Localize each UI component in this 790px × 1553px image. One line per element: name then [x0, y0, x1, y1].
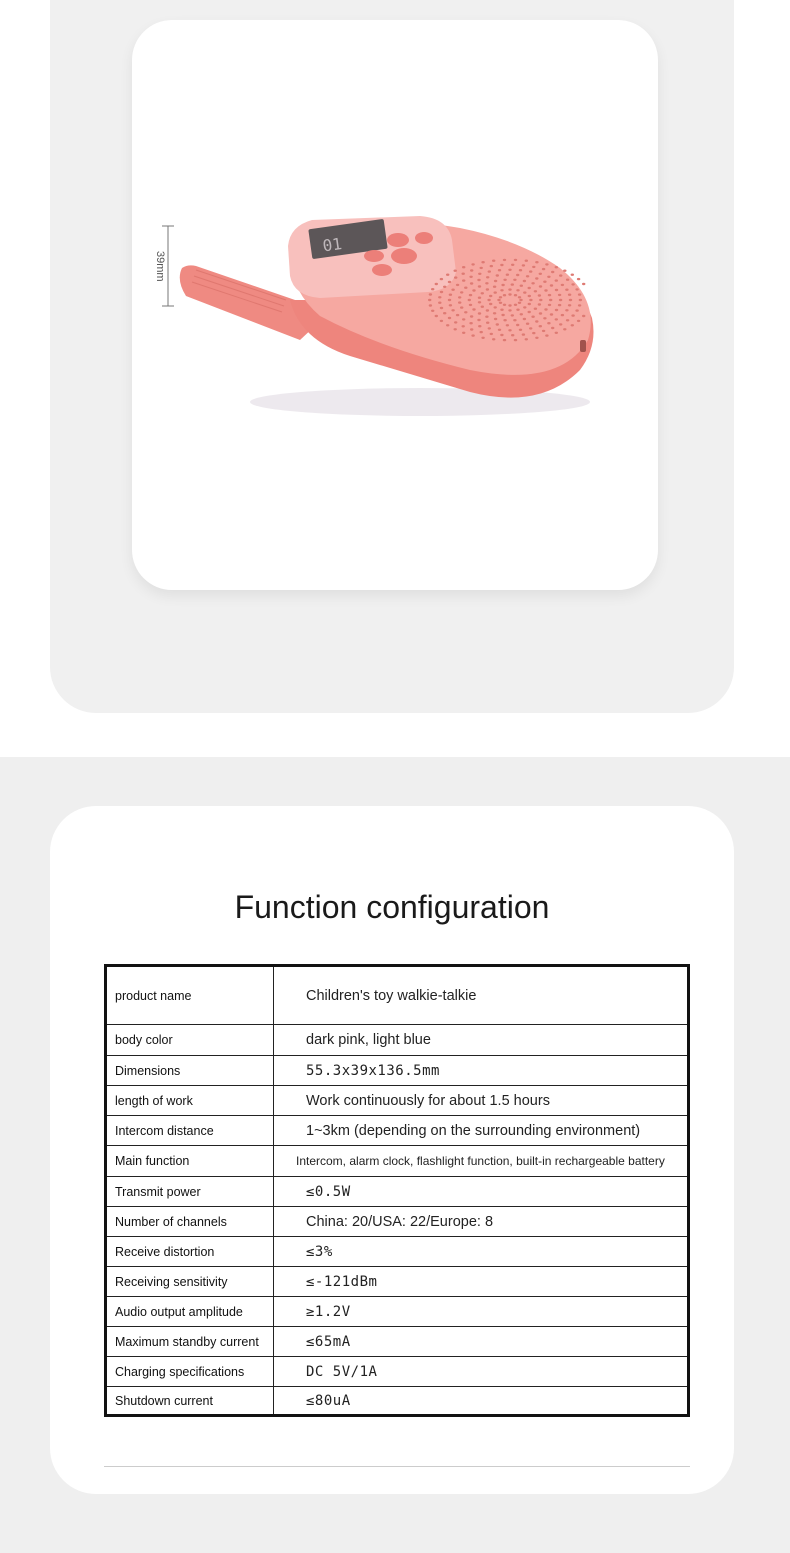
- speaker-hole: [575, 288, 578, 290]
- speaker-hole: [492, 260, 495, 262]
- speaker-hole: [469, 322, 472, 324]
- speaker-hole: [508, 293, 511, 295]
- speaker-hole: [582, 283, 585, 285]
- speaker-hole: [534, 290, 537, 292]
- speaker-hole: [528, 295, 531, 297]
- speaker-hole: [485, 282, 488, 284]
- speaker-hole: [518, 302, 521, 304]
- speaker-hole: [548, 304, 551, 306]
- speaker-hole: [561, 314, 564, 316]
- row-label: Maximum standby current: [106, 1327, 274, 1357]
- speaker-hole: [478, 285, 481, 287]
- speaker-hole: [478, 301, 481, 303]
- speaker-hole: [501, 284, 504, 286]
- table-row: [106, 1297, 689, 1327]
- speaker-hole: [538, 294, 541, 296]
- speaker-hole: [429, 293, 432, 295]
- speaker-hole: [582, 315, 585, 317]
- speaker-hole: [526, 275, 529, 277]
- speaker-hole: [569, 299, 572, 301]
- table-row: [106, 1025, 689, 1056]
- speaker-hole: [488, 327, 491, 329]
- speaker-hole: [486, 288, 489, 290]
- speaker-hole: [481, 292, 484, 294]
- spec-table: [104, 964, 690, 1417]
- speaker-hole: [464, 311, 467, 313]
- speaker-hole: [531, 282, 534, 284]
- speaker-hole: [545, 334, 548, 336]
- speaker-hole: [454, 270, 457, 272]
- speaker-hole: [555, 332, 558, 334]
- speaker-hole: [454, 276, 457, 278]
- row-label: Charging specifications: [106, 1357, 274, 1387]
- speaker-hole: [508, 288, 511, 290]
- speaker-hole: [529, 327, 532, 329]
- row-value: ≤0.5W: [274, 1177, 689, 1207]
- spec-section: [0, 757, 790, 1553]
- speaker-hole: [503, 294, 506, 296]
- speaker-hole: [490, 333, 493, 335]
- speaker-hole: [550, 284, 553, 286]
- row-value: ≤-121dBm: [274, 1267, 689, 1297]
- speaker-hole: [469, 276, 472, 278]
- speaker-hole: [454, 328, 457, 330]
- speaker-hole: [551, 271, 554, 273]
- speaker-hole: [511, 314, 514, 316]
- row-value: dark pink, light blue: [274, 1025, 689, 1056]
- speaker-hole: [559, 274, 562, 276]
- speaker-hole: [514, 304, 517, 306]
- speaker-hole: [446, 324, 449, 326]
- speaker-hole: [487, 299, 490, 301]
- walkie-talkie-illustration: [0, 0, 790, 757]
- speaker-hole: [500, 334, 503, 336]
- speaker-hole: [558, 304, 561, 306]
- speaker-hole: [544, 289, 547, 291]
- speaker-hole: [523, 306, 526, 308]
- speaker-hole: [503, 259, 506, 261]
- speaker-hole: [535, 337, 538, 339]
- speaker-hole: [496, 323, 499, 325]
- speaker-hole: [458, 301, 461, 303]
- speaker-hole: [544, 308, 547, 310]
- speaker-hole: [494, 280, 497, 282]
- speaker-hole: [571, 274, 574, 276]
- speaker-hole: [431, 310, 434, 312]
- speaker-hole: [481, 261, 484, 263]
- speaker-hole: [543, 281, 546, 283]
- speaker-hole: [460, 306, 463, 308]
- speaker-hole: [513, 319, 516, 321]
- speaker-hole: [532, 332, 535, 334]
- speaker-hole: [529, 270, 532, 272]
- speaker-hole: [508, 309, 511, 311]
- speaker-hole: [480, 267, 483, 269]
- speaker-hole: [514, 339, 517, 341]
- speaker-hole: [511, 334, 514, 336]
- speaker-hole: [558, 294, 561, 296]
- row-label: Shutdown current: [106, 1387, 274, 1416]
- speaker-hole: [503, 319, 506, 321]
- speaker-hole: [518, 296, 521, 298]
- row-value: ≤65mA: [274, 1327, 689, 1357]
- speaker-hole: [477, 319, 480, 321]
- speaker-hole: [470, 328, 473, 330]
- speaker-hole: [481, 306, 484, 308]
- speaker-hole: [539, 285, 542, 287]
- speaker-hole: [561, 284, 564, 286]
- speaker-hole: [539, 312, 542, 314]
- speaker-hole: [468, 299, 471, 301]
- speaker-hole: [511, 264, 514, 266]
- speaker-hole: [438, 296, 441, 298]
- speaker-hole: [555, 279, 558, 281]
- speaker-hole: [523, 318, 526, 320]
- speaker-hole: [481, 337, 484, 339]
- speaker-hole: [516, 274, 519, 276]
- speaker-hole: [542, 268, 545, 270]
- speaker-hole: [486, 322, 489, 324]
- speaker-hole: [566, 279, 569, 281]
- speaker-hole: [565, 289, 568, 291]
- row-label: Intercom distance: [106, 1116, 274, 1146]
- speaker-hole: [454, 321, 457, 323]
- speaker-hole: [496, 274, 499, 276]
- button-up: [387, 233, 409, 247]
- speaker-hole: [451, 309, 454, 311]
- speaker-hole: [565, 309, 568, 311]
- speaker-hole: [500, 289, 503, 291]
- speaker-hole: [471, 263, 474, 265]
- speaker-hole: [559, 323, 562, 325]
- speaker-hole: [494, 318, 497, 320]
- speaker-hole: [500, 264, 503, 266]
- speaker-hole: [529, 299, 532, 301]
- row-value: 1~3km (depending on the surrounding environment): [274, 1116, 689, 1146]
- row-value: Work continuously for about 1.5 hours: [274, 1086, 689, 1116]
- speaker-hole: [443, 312, 446, 314]
- speaker-hole: [440, 291, 443, 293]
- speaker-hole: [549, 299, 552, 301]
- speaker-hole: [449, 294, 452, 296]
- speaker-hole: [525, 338, 528, 340]
- speaker-hole: [493, 286, 496, 288]
- row-value: DC 5V/1A: [274, 1357, 689, 1387]
- speaker-hole: [472, 308, 475, 310]
- speaker-hole: [513, 279, 516, 281]
- speaker-hole: [493, 312, 496, 314]
- table-row: [106, 1387, 689, 1416]
- speaker-hole: [478, 273, 481, 275]
- speaker-hole: [443, 286, 446, 288]
- speaker-hole: [519, 329, 522, 331]
- table-row: [106, 1237, 689, 1267]
- speaker-hole: [435, 315, 438, 317]
- row-label: product name: [106, 966, 274, 1025]
- speaker-hole: [539, 299, 542, 301]
- speaker-hole: [571, 283, 574, 285]
- speaker-hole: [438, 302, 441, 304]
- speaker-hole: [535, 320, 538, 322]
- row-label: Receiving sensitivity: [106, 1267, 274, 1297]
- speaker-hole: [448, 299, 451, 301]
- speaker-hole: [490, 265, 493, 267]
- table-row: [106, 1146, 689, 1177]
- speaker-hole: [462, 325, 465, 327]
- speaker-hole: [494, 291, 497, 293]
- speaker-hole: [485, 316, 488, 318]
- speaker-hole: [555, 266, 558, 268]
- speaker-hole: [462, 318, 465, 320]
- speaker-hole: [489, 303, 492, 305]
- speaker-hole: [551, 327, 554, 329]
- row-value: ≥1.2V: [274, 1297, 689, 1327]
- speaker-hole: [429, 304, 432, 306]
- speaker-hole: [526, 323, 529, 325]
- speaker-hole: [469, 294, 472, 296]
- row-label: Main function: [106, 1146, 274, 1177]
- speaker-hole: [550, 313, 553, 315]
- speaker-hole: [516, 289, 519, 291]
- speaker-hole: [486, 309, 489, 311]
- speaker-hole: [575, 309, 578, 311]
- speaker-hole: [571, 314, 574, 316]
- speaker-hole: [571, 324, 574, 326]
- speaker-hole: [492, 338, 495, 340]
- speaker-hole: [462, 279, 465, 281]
- speaker-hole: [538, 303, 541, 305]
- speaker-hole: [440, 320, 443, 322]
- speaker-hole: [519, 299, 522, 301]
- speaker-hole: [471, 334, 474, 336]
- speaker-hole: [535, 277, 538, 279]
- speaker-hole: [488, 270, 491, 272]
- speaker-hole: [489, 295, 492, 297]
- speaker-hole: [456, 314, 459, 316]
- table-row: [106, 1357, 689, 1387]
- speaker-hole: [555, 318, 558, 320]
- speaker-hole: [508, 269, 511, 271]
- table-row: [106, 1116, 689, 1146]
- speaker-hole: [531, 316, 534, 318]
- speaker-hole: [508, 329, 511, 331]
- speaker-hole: [539, 273, 542, 275]
- row-label: Dimensions: [106, 1056, 274, 1086]
- spec-title: Function configuration: [234, 889, 550, 925]
- speaker-hole: [478, 312, 481, 314]
- row-label: Number of channels: [106, 1207, 274, 1237]
- table-row: [106, 1327, 689, 1357]
- button-menu: [415, 232, 433, 244]
- speaker-hole: [486, 276, 489, 278]
- speaker-hole: [563, 328, 566, 330]
- speaker-hole: [528, 311, 531, 313]
- speaker-hole: [508, 304, 511, 306]
- speaker-hole: [462, 332, 465, 334]
- speaker-hole: [478, 325, 481, 327]
- speaker-hole: [460, 291, 463, 293]
- row-label: body color: [106, 1025, 274, 1056]
- speaker-hole: [449, 304, 452, 306]
- speaker-hole: [477, 279, 480, 281]
- speaker-hole: [497, 299, 500, 301]
- speaker-hole: [464, 287, 467, 289]
- speaker-hole: [547, 322, 550, 324]
- speaker-hole: [568, 304, 571, 306]
- speaker-hole: [503, 279, 506, 281]
- speaker-hole: [523, 291, 526, 293]
- row-label: Receive distortion: [106, 1237, 274, 1267]
- speaker-hole: [451, 289, 454, 291]
- speaker-hole: [516, 324, 519, 326]
- speaker-hole: [456, 284, 459, 286]
- speaker-hole: [435, 283, 438, 285]
- lcd-digits: 01: [321, 233, 344, 256]
- table-row: [106, 1086, 689, 1116]
- table-row: [106, 1267, 689, 1297]
- table-row: [106, 1177, 689, 1207]
- speaker-hole: [532, 266, 535, 268]
- speaker-hole: [469, 304, 472, 306]
- speaker-hole: [566, 319, 569, 321]
- speaker-hole: [499, 302, 502, 304]
- speaker-hole: [499, 296, 502, 298]
- speaker-hole: [522, 333, 525, 335]
- speaker-hole: [501, 314, 504, 316]
- button-left: [364, 250, 384, 262]
- speaker-hole: [446, 274, 449, 276]
- speaker-hole: [431, 288, 434, 290]
- speaker-hole: [528, 287, 531, 289]
- button-down: [372, 264, 392, 276]
- speaker-hole: [542, 330, 545, 332]
- speaker-hole: [448, 317, 451, 319]
- speaker-hole: [516, 309, 519, 311]
- speaker-hole: [578, 304, 581, 306]
- row-label: Audio output amplitude: [106, 1297, 274, 1327]
- speaker-hole: [503, 304, 506, 306]
- speaker-hole: [514, 294, 517, 296]
- dimension-label: 39mm: [154, 250, 166, 282]
- speaker-hole: [568, 294, 571, 296]
- speaker-hole: [494, 306, 497, 308]
- speaker-hole: [548, 294, 551, 296]
- button-ptt: [391, 248, 417, 264]
- speaker-hole: [523, 280, 526, 282]
- speaker-hole: [579, 299, 582, 301]
- table-row: [106, 1207, 689, 1237]
- speaker-hole: [559, 299, 562, 301]
- charge-port: [580, 340, 586, 352]
- speaker-hole: [478, 297, 481, 299]
- speaker-hole: [547, 276, 550, 278]
- row-value: Children's toy walkie-talkie: [274, 966, 689, 1025]
- speaker-hole: [520, 285, 523, 287]
- speaker-hole: [535, 261, 538, 263]
- speaker-hole: [448, 281, 451, 283]
- speaker-hole: [470, 269, 473, 271]
- speaker-hole: [543, 317, 546, 319]
- speaker-hole: [528, 303, 531, 305]
- speaker-hole: [519, 269, 522, 271]
- speaker-hole: [520, 313, 523, 315]
- speaker-hole: [525, 260, 528, 262]
- speaker-hole: [470, 315, 473, 317]
- speaker-hole: [500, 309, 503, 311]
- speaker-hole: [506, 324, 509, 326]
- speaker-hole: [563, 270, 566, 272]
- speaker-hole: [472, 289, 475, 291]
- speaker-hole: [514, 259, 517, 261]
- speaker-hole: [480, 331, 483, 333]
- speaker-hole: [498, 329, 501, 331]
- speaker-hole: [506, 274, 509, 276]
- speaker-hole: [555, 289, 558, 291]
- speaker-hole: [555, 309, 558, 311]
- speaker-hole: [458, 296, 461, 298]
- product-image-section: [0, 0, 790, 757]
- speaker-hole: [511, 283, 514, 285]
- speaker-hole: [578, 293, 581, 295]
- speaker-hole: [545, 263, 548, 265]
- speaker-hole: [577, 320, 580, 322]
- speaker-hole: [462, 273, 465, 275]
- speaker-hole: [470, 282, 473, 284]
- speaker-hole: [503, 339, 506, 341]
- speaker-hole: [534, 308, 537, 310]
- row-value: Intercom, alarm clock, flashlight function, built-in rechargeable battery: [274, 1146, 689, 1177]
- speaker-hole: [462, 266, 465, 268]
- table-underline: [104, 1466, 690, 1467]
- speaker-hole: [440, 307, 443, 309]
- table-row: [106, 1056, 689, 1086]
- table-row: [106, 966, 689, 1025]
- speaker-hole: [539, 325, 542, 327]
- row-label: Transmit power: [106, 1177, 274, 1207]
- row-label: length of work: [106, 1086, 274, 1116]
- speaker-hole: [522, 264, 525, 266]
- speaker-hole: [577, 278, 580, 280]
- speaker-hole: [440, 278, 443, 280]
- row-value: ≤3%: [274, 1237, 689, 1267]
- row-value: ≤80uA: [274, 1387, 689, 1416]
- speaker-hole: [498, 269, 501, 271]
- row-value: China: 20/USA: 22/Europe: 8: [274, 1207, 689, 1237]
- speaker-hole: [428, 299, 431, 301]
- spec-card: [50, 806, 734, 1494]
- row-value: 55.3x39x136.5mm: [274, 1056, 689, 1086]
